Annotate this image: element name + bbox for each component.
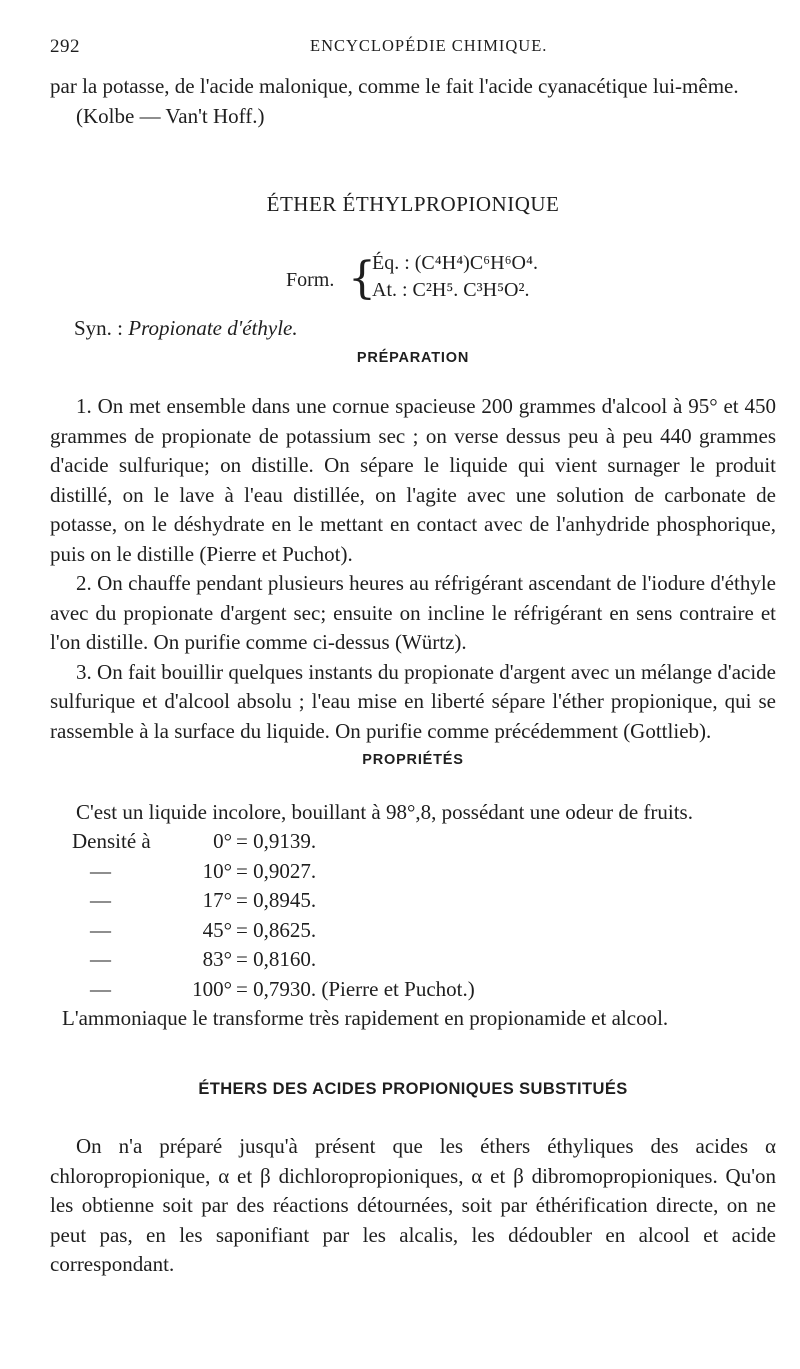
- density-value: = 0,8160.: [236, 947, 317, 971]
- preparation-body: [50, 392, 776, 746]
- density-temp: 10°: [202, 858, 232, 883]
- formula-brace: {: [348, 253, 376, 304]
- density-temp: 17°: [202, 888, 232, 912]
- density-row: [50, 916, 776, 946]
- density-value: = 0,9139.: [236, 829, 317, 853]
- density-row: [50, 975, 776, 1005]
- intro-block: [50, 72, 776, 131]
- formula-atomic: At. : C²H⁵. C³H⁵O².: [372, 279, 530, 301]
- intro-line: par la potasse, de l'acide malonique, comme le fait l'acide cyanacétique lui-même.: [50, 74, 739, 98]
- density-value: = 0,8625.: [236, 917, 317, 942]
- density-dash: —: [90, 947, 111, 971]
- properties-paragraph-1: C'est un liquide incolore, bouillant à 98°,8, possédant une odeur de fruits.: [76, 800, 693, 824]
- density-row: [50, 857, 776, 887]
- density-table: [50, 827, 776, 1004]
- density-row: [50, 827, 776, 857]
- section-title: ÉTHER ÉTHYLPROPIONIQUE: [266, 192, 560, 216]
- formula-label: Form.: [286, 269, 335, 291]
- synonym-value: Propionate d'éthyle.: [128, 316, 298, 340]
- preparation-paragraph-1: 1. On met ensemble dans une cornue spacieuse 200 grammes d'alcool à 95° et 450 grammes de propionate de potassium sec ; on verse dessus peu à peu 440 grammes d'acide sulfurique; on distille. On sépare le liquide qui vient surnager le produit distillé, on le lave à l'eau distillée, on l'agite avec une solution de carbonate de potasse, on le déshydrate en le mettant en contact avec de l'anhydride phosphorique, puis on le distille (Pierre et Puchot).: [50, 394, 776, 566]
- density-value: = 0,9027.: [236, 858, 317, 883]
- properties-paragraph-2: L'ammoniaque le transforme très rapidement en propionamide et alcool.: [62, 1006, 669, 1030]
- density-temp: 0°: [213, 829, 232, 853]
- properties-heading: PROPRIÉTÉS: [362, 752, 464, 768]
- running-title: ENCYCLOPÉDIE CHIMIQUE.: [310, 36, 548, 55]
- density-value: = 0,7930. (Pierre et Puchot.): [236, 976, 475, 1001]
- substituted-heading: ÉTHERS DES ACIDES PROPIONIQUES SUBSTITUÉS: [198, 1080, 628, 1098]
- density-temp: 45°: [202, 917, 232, 942]
- intro-citation: (Kolbe — Van't Hoff.): [76, 103, 265, 128]
- preparation-paragraph-3: 3. On fait bouillir quelques instants du propionate d'argent avec un mélange d'acide sulfurique et d'alcool absolu ; l'eau mise en liberté sépare l'éther propionique, qui se rassemble à la surface du liquide. On purifie comme précédemment (Gottlieb).: [50, 659, 776, 743]
- density-dash: —: [90, 976, 111, 1001]
- density-dash: —: [90, 917, 111, 942]
- preparation-paragraph-2: 2. On chauffe pendant plusieurs heures au réfrigérant ascendant de l'iodure d'éthyle avec du propionate d'argent sec; ensuite on incline le réfrigérant en sens contraire et l'on distille. On purifie comme ci-dessus (Würtz).: [50, 571, 776, 654]
- substituted-body: [50, 1132, 776, 1280]
- formula-equivalent: Éq. : (C⁴H⁴)C⁶H⁶O⁴.: [372, 252, 538, 274]
- density-row: [50, 886, 776, 916]
- density-value: = 0,8945.: [236, 888, 317, 912]
- density-row: [50, 945, 776, 975]
- density-dash: —: [90, 858, 111, 883]
- page-number: 292: [50, 36, 80, 57]
- density-label: Densité à: [72, 829, 151, 853]
- density-temp: 100°: [192, 976, 232, 1001]
- substituted-paragraph: On n'a préparé jusqu'à présent que les éthers éthyliques des acides α chloropropionique, α et β dichloropropioniques, α et β dibromopropioniques. Qu'on les obtienne soit par des réactions détournées, soit par éthérification directe, on ne peut pas, en les saponifiant par les alcalis, les dédoubler en alcool et acide correspondant.: [50, 1134, 776, 1276]
- properties-outro: [50, 1004, 776, 1034]
- density-dash: —: [90, 888, 111, 912]
- properties-intro: [50, 798, 776, 828]
- synonym-label: Syn. :: [74, 316, 124, 340]
- page-header: [50, 36, 770, 64]
- density-temp: 83°: [202, 947, 232, 971]
- synonym-line: [74, 314, 674, 344]
- preparation-heading: PRÉPARATION: [356, 350, 470, 366]
- formula-block: [286, 252, 586, 312]
